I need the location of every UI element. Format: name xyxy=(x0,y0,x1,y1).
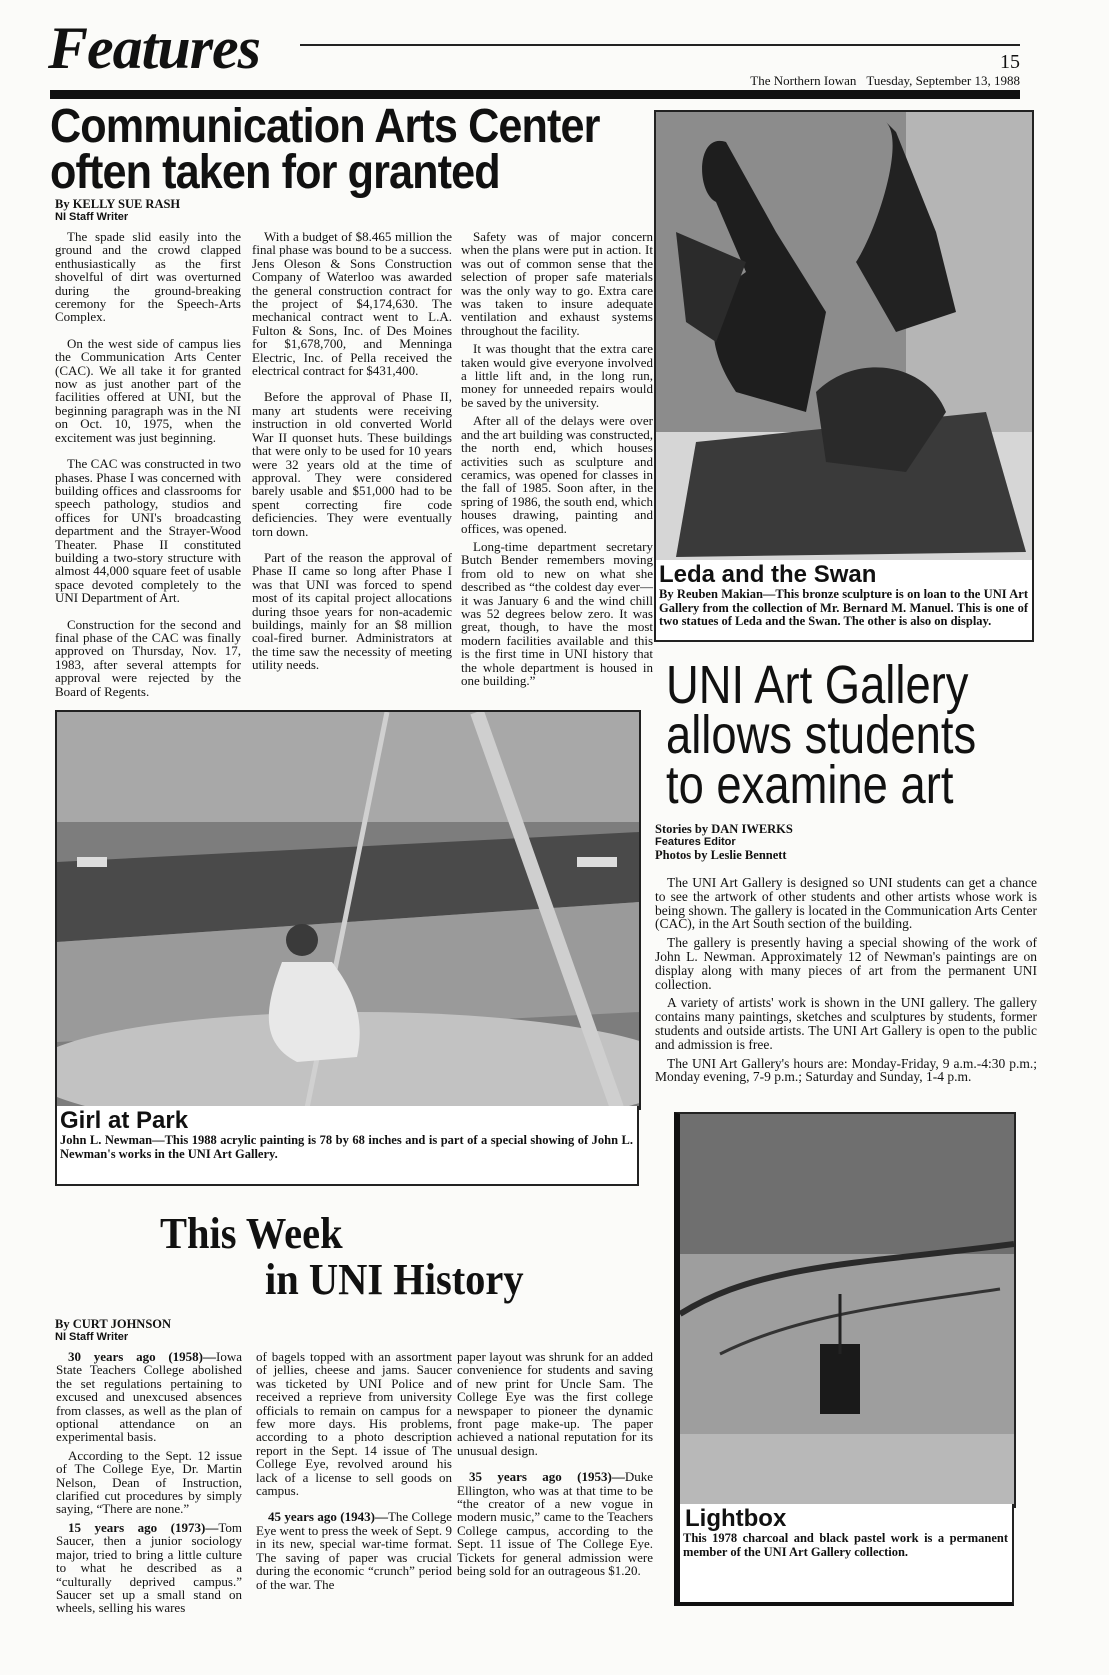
paragraph: The gallery is presently having a special showing of the work of John L. Newman. Approximately 12 of Newman's paintings are on display along with many pieces of art from the permanent UNI collection. xyxy=(655,935,1037,992)
publication-name: The Northern Iowan xyxy=(750,73,857,88)
paragraph: It was thought that the extra care taken would give everyone involved a little lift and, in the long run, money for unneeded repairs would be saved by the university. xyxy=(461,341,653,410)
paragraph: The UNI Art Gallery is designed so UNI students can get a chance to see the artwork of other students and other artists whose work is being shown. The gallery is located in the Communication Arts Center (CAC), in the Art South section of the building. xyxy=(655,875,1037,932)
paragraph-text: The College Eye went to press the week of Sept. 9 in its new, special war-time format. The saving of paper was crucial during the economic “crunch” period of the war. The xyxy=(256,1509,452,1592)
girl-at-park-caption xyxy=(55,1106,639,1186)
history-column-1 xyxy=(56,1350,242,1615)
leda-caption-text: By Reuben Makian—This bronze sculpture is on loan to the UNI Art Gallery from the collection of Mr. Bernard M. Manuel. This is one of two statues of Leda and the Swan. The other is also on display. xyxy=(659,587,1028,628)
page-number: 15 xyxy=(1000,51,1020,73)
paragraph: The CAC was constructed in two phases. Phase I was concerned with building offices and classrooms for speech pathology, studios and offices for UNI's broadcasting department and the Strayer-Wood Theater. Phase II constituted building a two-story structure with almost 44,000 square feet of usable space devoted completely to the UNI Department of Art. xyxy=(55,456,241,606)
year-lead: 15 years ago (1973)— xyxy=(68,1519,219,1535)
gallery-headline xyxy=(666,655,977,815)
masthead-rule xyxy=(300,44,1020,46)
leda-caption-title: Leda and the Swan xyxy=(659,561,877,588)
paragraph: Long-time department secretary Butch Bender remembers moving from old to new on what she described as “the coldest day ever—it was January 6 and the wind chill was 52 degrees below zero. It was great, though, to have the most modern facilities available and this is the first time in UNI history that the whole department is housed in one building.” xyxy=(461,538,653,688)
gallery-body xyxy=(655,876,1037,1084)
year-lead: 45 years ago (1943)— xyxy=(268,1509,388,1525)
section-title: Features xyxy=(48,15,261,81)
gallery-byline xyxy=(655,823,793,862)
lightbox-caption-text: This 1978 charcoal and black pastel work is a permanent member of the UNI Art Gallery collection. xyxy=(683,1531,1008,1559)
history-byline xyxy=(55,1318,171,1344)
paragraph: The spade slid easily into the ground and the crowd clapped enthusiastically as the first shovelful of dirt was overturned during the ground-breaking ceremony for the Speech-Arts Complex. xyxy=(55,229,241,325)
lightbox-photo xyxy=(674,1112,1016,1508)
cac-headline-line1: Communication Arts Center xyxy=(50,100,600,153)
gallery-headline-line3: to examine art xyxy=(666,755,954,815)
history-headline-line2: in UNI History xyxy=(265,1255,524,1304)
sculpture-image xyxy=(656,112,1032,562)
painting-image xyxy=(57,712,639,1108)
paragraph xyxy=(56,1350,242,1444)
paragraph: Safety was of major concern when the plans were put in action. It was out of common sense that the selection of proper safe materials was the only way to go. Extra care was taken to insure adequate ventilation and exhaust systems throughout the facility. xyxy=(461,229,653,338)
paragraph-text: Tom Saucer, then a junior sociology major, tried to bring a little culture to what he described as a “culturally deprived campus.” Saucer set up a small stand on wheels, selling his wares xyxy=(56,1519,242,1616)
paragraph: Construction for the second and final phase of the CAC was finally approved on Thursday, Nov. 17, 1983, after several attempts for approval were rejected by the Board of Regents. xyxy=(55,616,241,699)
paragraph: Part of the reason the approval of Phase II came so long after Phase I was that UNI was forced to spend most of its capital project allocations during thsoe years for non-academic buildings, mainly for an $8 million coal-fired burner. Administrators at the time saw the necessity of meeting utility needs. xyxy=(252,549,452,673)
paragraph xyxy=(256,1510,452,1590)
cac-author: By KELLY SUE RASH xyxy=(55,197,181,211)
gallery-headline-line2: allows students xyxy=(666,705,977,765)
cac-column-3 xyxy=(461,230,653,687)
cac-column-2 xyxy=(252,230,452,672)
paragraph: With a budget of $8.465 million the final phase was bound to be a success. Jens Oleson & Sons Construction Company of Waterloo was awarded the general construction contract for the project of $4,174,630. The mechanical contract went to L.A. Fulton & Sons, Inc. of Des Moines for $1,678,700, and Menninga Electric, Inc. of Pella received the electrical contract for $431,400. xyxy=(252,229,452,379)
paragraph: The UNI Art Gallery's hours are: Monday-Friday, 9 a.m.-4:30 p.m.; Monday evening, 7-9 p.m.; Saturday and Sunday, 1-4 p.m. xyxy=(655,1055,1037,1085)
paragraph-text: Iowa State Teachers College abolished the set regulations pertaining to excused and unexcused absences from classes, as well as the plan of optional attendance on an experimental basis. xyxy=(56,1349,242,1445)
history-column-3 xyxy=(457,1350,653,1578)
issue-date: Tuesday, September 13, 1988 xyxy=(866,73,1020,88)
history-headline-line1: This Week xyxy=(160,1209,343,1258)
year-lead: 30 years ago (1958)— xyxy=(68,1349,216,1364)
drawing-image xyxy=(680,1114,1014,1506)
cac-column-1 xyxy=(55,230,241,698)
lightbox-caption-title: Lightbox xyxy=(685,1505,787,1532)
cac-author-role: NI Staff Writer xyxy=(55,211,129,223)
year-lead: 35 years ago (1953)— xyxy=(469,1469,625,1485)
paragraph xyxy=(56,1521,242,1615)
paragraph-text: Duke Ellington, who was at that time to be “the creator of a new vogue in modern music,” came to the Teachers College campus, according to the Sept. 11 issue of The College Eye. Tickets for general admission were being sold for an outrageous $1.20. xyxy=(457,1469,653,1579)
paragraph: paper layout was shrunk for an added convenience for students and saving of new print for Uncle Sam. The College Eye was the first college newspaper to pioneer the dynamic front page make-up. The paper achieved a national reputation for its unusual design. xyxy=(457,1349,653,1458)
history-author-role: NI Staff Writer xyxy=(55,1331,129,1343)
paragraph: of bagels topped with an assortment of jellies, cheese and jams. Saucer was ticketed by UNI Police and received a reprieve from university officials to remain on campus for a few more days. His problems, according to a photo description report in the Sept. 14 issue of The College Eye, revolved around his lack of a license to sell goods on campus. xyxy=(256,1349,452,1499)
girl-caption-text: John L. Newman—This 1988 acrylic painting is 78 by 68 inches and is part of a special showing of John L. Newman's works in the UNI Art Gallery. xyxy=(60,1133,633,1161)
cac-headline-line2: often taken for granted xyxy=(50,146,500,199)
paragraph: Before the approval of Phase II, many art students were receiving instruction in old converted World War II quonset huts. These buildings that were only to be used for 10 years were 32 years old at the time of approval. They were considered barely usable and $51,000 had to be spent correcting fire code deficiencies. They were eventually torn down. xyxy=(252,389,452,539)
lightbox-caption xyxy=(674,1504,1014,1606)
girl-caption-title: Girl at Park xyxy=(60,1107,189,1134)
leda-photo xyxy=(654,110,1034,564)
gallery-author: Stories by DAN IWERKS xyxy=(655,822,793,836)
dateline xyxy=(740,74,1020,88)
cac-headline xyxy=(50,100,600,199)
gallery-author-role: Features Editor xyxy=(655,836,736,848)
girl-at-park-photo xyxy=(55,710,641,1110)
paragraph: A variety of artists' work is shown in the UNI gallery. The gallery contains many paintings, sketches and sculptures by students, former students and outside artists. The UNI Art Gallery is open to the public and admission is free. xyxy=(655,995,1037,1052)
gallery-photo-credit: Photos by Leslie Bennett xyxy=(655,848,787,862)
paragraph: According to the Sept. 12 issue of The College Eye, Dr. Martin Nelson, Dean of Instruction, clarified cut procedures by simply saying, “There are none.” xyxy=(56,1447,242,1517)
gallery-headline-line1: UNI Art Gallery xyxy=(666,655,969,715)
paragraph xyxy=(457,1470,653,1577)
leda-caption xyxy=(654,560,1034,642)
masthead-bar xyxy=(50,90,1020,99)
history-column-2 xyxy=(256,1350,452,1591)
paragraph: On the west side of campus lies the Communication Arts Center (CAC). We all take it for granted now as just another part of the facilities offered at UNI, but the beginning paragraph was in the NI on Oct. 10, 1975, when the excitement was just beginning. xyxy=(55,335,241,445)
history-author: By CURT JOHNSON xyxy=(55,1317,172,1331)
paragraph: After all of the delays were over and the art building was constructed, the north end, which houses activities such as sculpture and ceramics, was opened for classes in the fall of 1985. Soon after, in the spring of 1986, the south end, which houses drawing, painting and offices, was opened. xyxy=(461,413,653,536)
cac-byline xyxy=(55,198,180,224)
